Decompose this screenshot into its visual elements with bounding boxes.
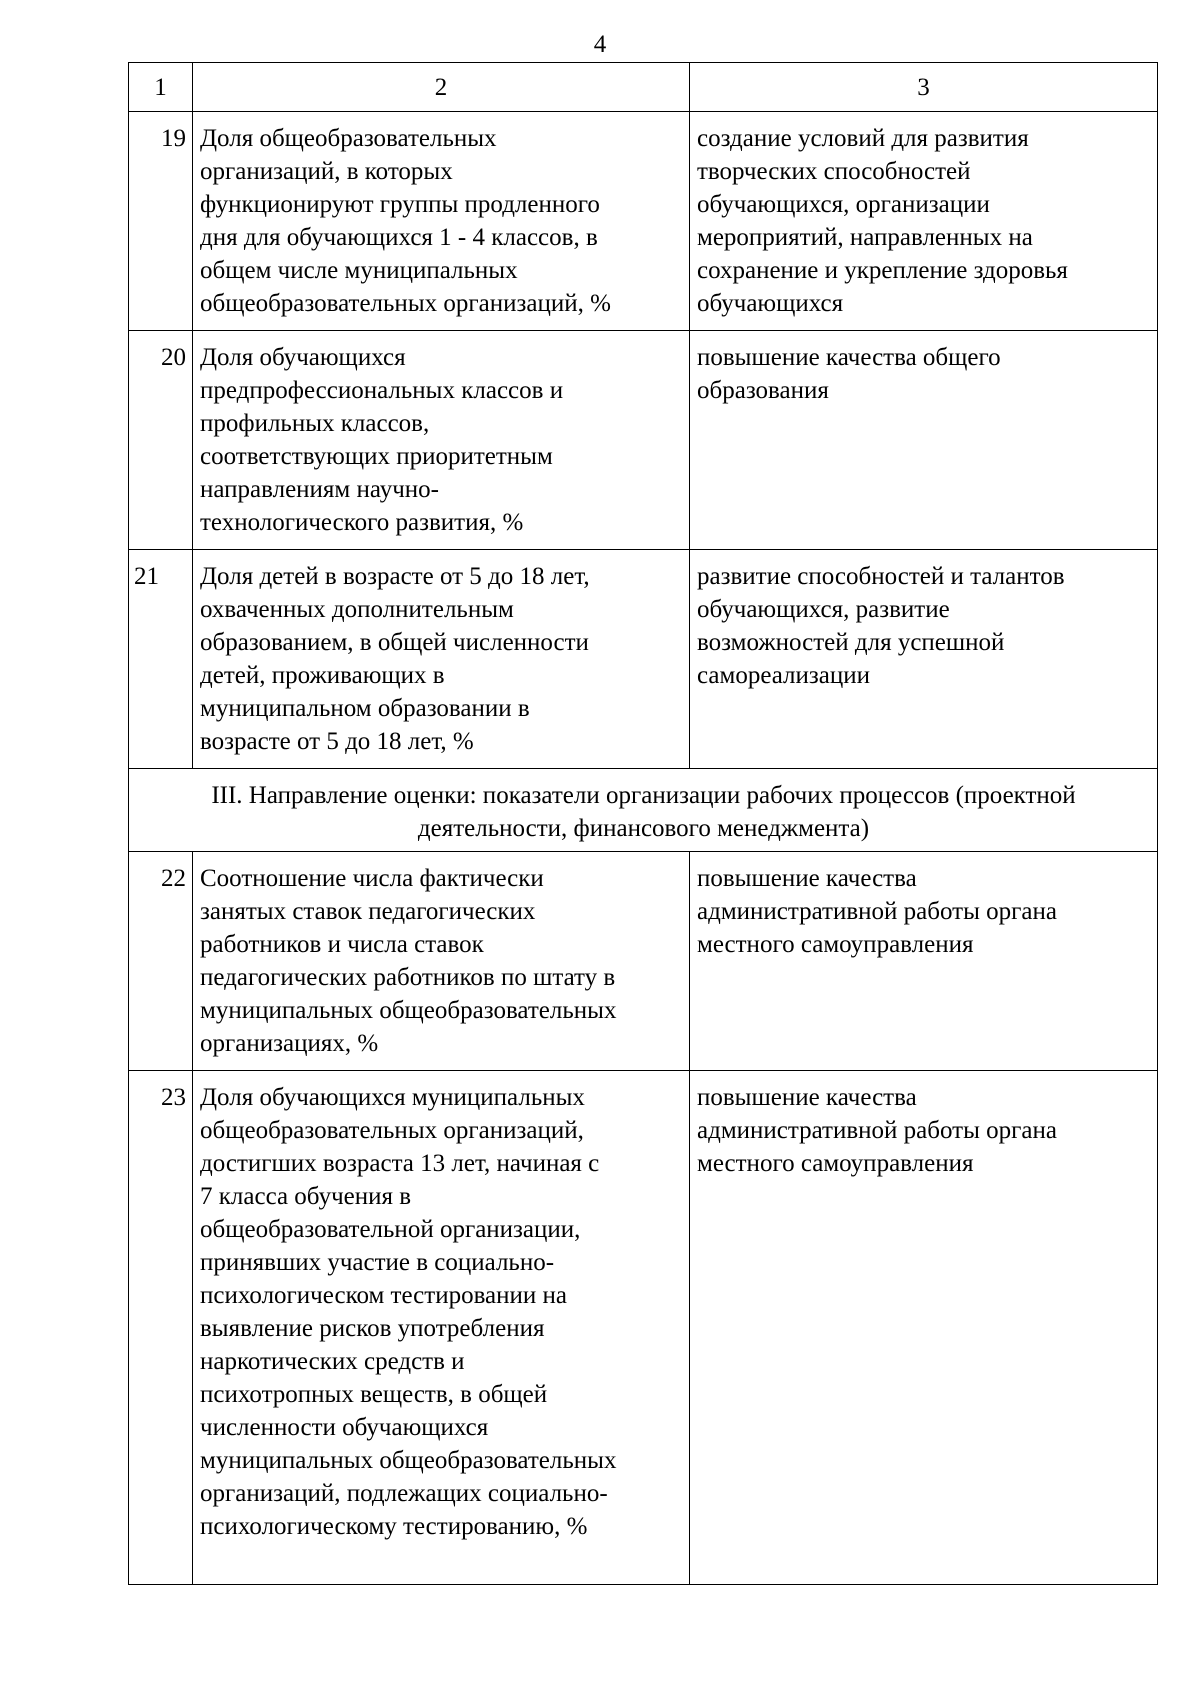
row-number: 22: [129, 852, 193, 1071]
row-number: 21: [129, 550, 193, 769]
table-row: [129, 1071, 1158, 1585]
goal-cell: повышение качества административной работы органа местного самоуправления: [690, 852, 1158, 1071]
section-heading-row: [129, 769, 1158, 852]
table-row: [129, 112, 1158, 331]
section-heading: III. Направление оценки: показатели организации рабочих процессов (проектной деятельности, финансового менеджмента): [129, 769, 1158, 852]
table-row: [129, 550, 1158, 769]
table-header-row: [129, 63, 1158, 112]
column-header-3: 3: [690, 63, 1158, 112]
indicator-cell: Доля обучающихся муниципальных общеобразовательных организаций, достигших возраста 13 лет, начиная с 7 класса обучения в общеобразовательной организации, принявших участие в социально- психологическом тестировании на выявление рисков употребления наркотических средств и психотропных веществ, в общей численности обучающихся муниципальных общеобразовательных организаций, подлежащих социально- психологическому тестированию, %: [193, 1071, 690, 1585]
row-number: 19: [129, 112, 193, 331]
indicator-cell: Доля детей в возрасте от 5 до 18 лет, охваченных дополнительным образованием, в общей численности детей, проживающих в муниципальном образовании в возрасте от 5 до 18 лет, %: [193, 550, 690, 769]
indicators-table: [128, 62, 1158, 1585]
goal-cell: повышение качества общего образования: [690, 331, 1158, 550]
row-number: 23: [129, 1071, 193, 1585]
table-row: [129, 331, 1158, 550]
indicator-cell: Соотношение числа фактически занятых ставок педагогических работников и числа ставок педагогических работников по штату в муниципальных общеобразовательных организациях, %: [193, 852, 690, 1071]
page-number: 4: [593, 31, 607, 58]
goal-cell: развитие способностей и талантов обучающихся, развитие возможностей для успешной самореализации: [690, 550, 1158, 769]
column-header-1: 1: [129, 63, 193, 112]
indicator-cell: Доля обучающихся предпрофессиональных классов и профильных классов, соответствующих приоритетным направлениям научно- технологического развития, %: [193, 331, 690, 550]
table-row: [129, 852, 1158, 1071]
indicator-cell: Доля общеобразовательных организаций, в которых функционируют группы продленного дня для обучающихся 1 - 4 классов, в общем числе муниципальных общеобразовательных организаций, %: [193, 112, 690, 331]
column-header-2: 2: [193, 63, 690, 112]
row-number: 20: [129, 331, 193, 550]
goal-cell: создание условий для развития творческих способностей обучающихся, организации мероприятий, направленных на сохранение и укрепление здоровья обучающихся: [690, 112, 1158, 331]
goal-cell: повышение качества административной работы органа местного самоуправления: [690, 1071, 1158, 1585]
